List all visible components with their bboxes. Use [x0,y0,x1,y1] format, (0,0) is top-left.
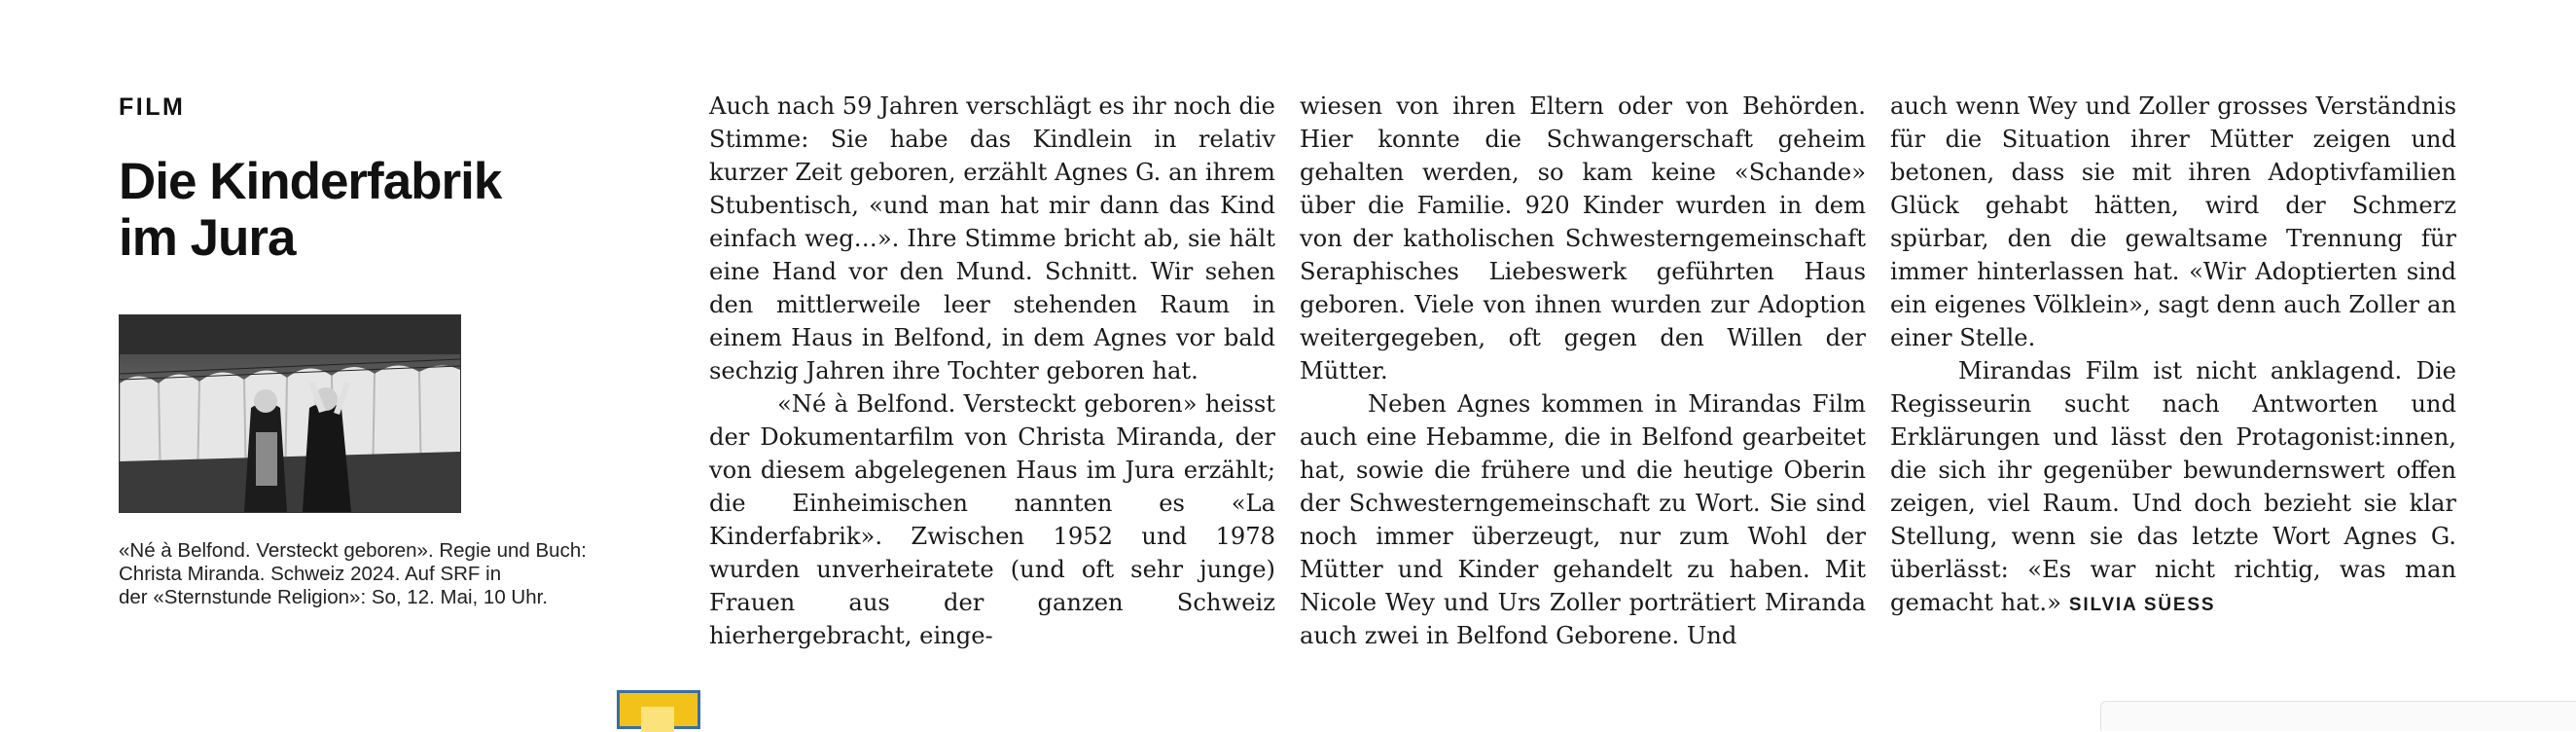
article-sidebar [119,90,663,267]
headline-line-1: Die Kinderfabrik [119,153,502,210]
film-still-photo [119,314,461,513]
caption-line-1: «Né à Belfond. Versteckt geboren». Regie und Buch: [119,539,587,562]
caption-line-2: Christa Miranda. Schweiz 2024. Auf SRF in [119,563,502,585]
caption-line-3: der «Sternstunde Religion»: So, 12. Mai, 10 Uhr. [119,586,549,608]
section-marker-inner [641,707,674,732]
section-label: FILM [119,93,186,121]
paragraph: Neben Agnes kommen in Mirandas Film auch eine Hebamme, die in Belfond gearbeitet hat, sowie die frühere und die heutige Oberin der Schwesterngemeinschaft zu Wort. Sie sind noch immer überzeugt, nur zum Wohl der Mütter und Kinder gehandelt zu haben. Mit Nicole Wey und Urs Zoller porträtiert Miranda auch zwei in Belfond Geborene. Und [1300,390,1866,649]
article-headline [119,154,663,267]
paragraph: wiesen von ihren Eltern oder von Behörden. Hier konnte die Schwangerschaft geheim gehalten werden, so kam keine «Schande» über die Familie. 920 Kinder wurden in dem von der katholischen Schwesterngemeinschaft Seraphisches Liebeswerk geführten Haus geboren. Viele von ihnen wurden zur Adoption weitergegeben, oft gegen den Willen der Mütter. [1300,92,1866,384]
section-marker-icon [617,690,700,729]
article-column-2 [1300,90,1866,652]
headline-line-2: im Jura [119,209,296,267]
paragraph-final [1890,354,2456,622]
author-byline: SILVIA SÜESS [2068,595,2216,615]
paragraph: auch wenn Wey und Zoller grosses Verständnis für die Situation ihrer Mütter zeigen und betonen, dass sie mit ihren Adoptivfamilien Glück gehabt hätten, wird der Schmerz spürbar, den die gewaltsame Trennung für immer hinterlassen hat. «Wir Adoptierten sind ein eigenes Völklein», sagt denn auch Zoller an einer Stelle. [1890,92,2456,351]
page-corner-box [2100,701,2576,731]
article-column-3 [1890,90,2456,622]
paragraph: «Né à Belfond. Versteckt geboren» heisst der Dokumentarfilm von Christa Miranda, der von diesem abgelegenen Haus im Jura erzählt; die Einheimischen nannten es «La Kinderfabrik». Zwischen 1952 und 1978 wurden unverheiratete (und oft sehr junge) Frauen aus der ganzen Schweiz hierhergebracht, einge- [709,390,1275,649]
paragraph-text: Mirandas Film ist nicht anklagend. Die Regisseurin sucht nach Antworten und Erklärungen und lässt den Protagonist:innen, die sich ihr gegenüber bewundernswert offen zeigen, viel Raum. Und doch bezieht sie klar Stellung, wenn sie das letzte Wort Agnes G. überlässt: «Es war nicht richtig, was man gemacht hat.» [1890,357,2456,616]
photo-caption [119,539,663,609]
paragraph: Auch nach 59 Jahren verschlägt es ihr noch die Stimme: Sie habe das Kindlein in relativ kurzer Zeit geboren, erzählt Agnes G. an ihrem Stubentisch, «und man hat mir dann das Kind einfach weg…». Ihre Stimme bricht ab, sie hält eine Hand vor den Mund. Schnitt. Wir sehen den mittlerweile leer stehenden Raum in einem Haus in Belfond, in dem Agnes vor bald sechzig Jahren ihre Tochter geboren hat. [709,92,1275,384]
article-column-1 [709,90,1275,652]
